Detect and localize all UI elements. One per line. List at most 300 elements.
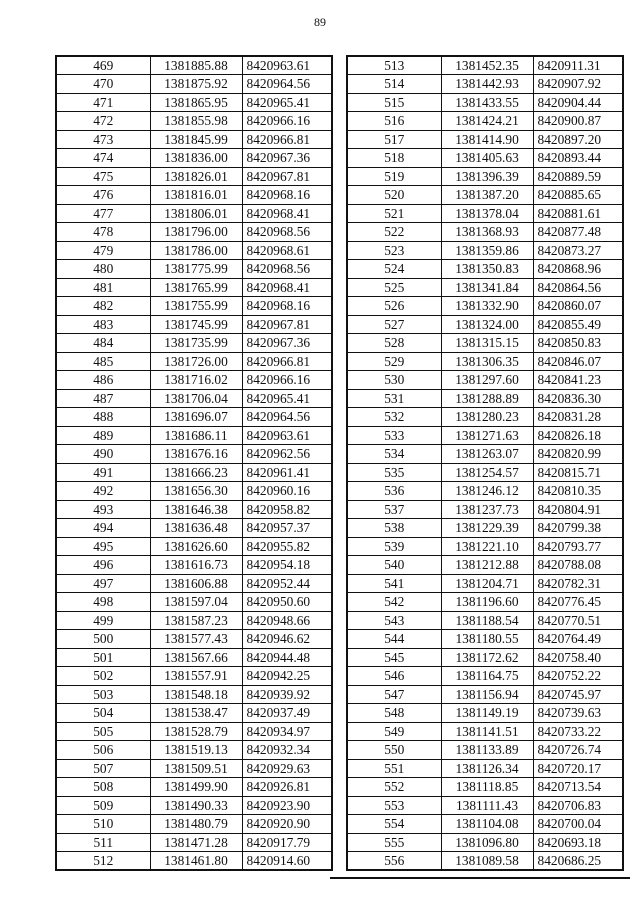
point-number-cell: 556 bbox=[347, 852, 441, 871]
point-number-cell: 470 bbox=[56, 75, 150, 94]
table-row bbox=[56, 315, 332, 334]
table-row bbox=[347, 56, 623, 75]
point-number-cell: 536 bbox=[347, 482, 441, 501]
point-number-cell: 497 bbox=[56, 574, 150, 593]
x-coordinate-cell: 1381188.54 bbox=[441, 611, 533, 630]
x-coordinate-cell: 1381387.20 bbox=[441, 186, 533, 205]
y-coordinate-cell: 8420932.34 bbox=[242, 741, 332, 760]
x-coordinate-cell: 1381606.88 bbox=[150, 574, 242, 593]
y-coordinate-cell: 8420885.65 bbox=[533, 186, 623, 205]
y-coordinate-cell: 8420914.60 bbox=[242, 852, 332, 871]
y-coordinate-cell: 8420967.81 bbox=[242, 167, 332, 186]
table-row bbox=[347, 519, 623, 538]
table-row bbox=[56, 445, 332, 464]
table-row bbox=[347, 833, 623, 852]
point-number-cell: 526 bbox=[347, 297, 441, 316]
y-coordinate-cell: 8420855.49 bbox=[533, 315, 623, 334]
point-number-cell: 555 bbox=[347, 833, 441, 852]
table-row bbox=[56, 463, 332, 482]
y-coordinate-cell: 8420877.48 bbox=[533, 223, 623, 242]
y-coordinate-cell: 8420831.28 bbox=[533, 408, 623, 427]
point-number-cell: 533 bbox=[347, 426, 441, 445]
y-coordinate-cell: 8420770.51 bbox=[533, 611, 623, 630]
table-row bbox=[56, 167, 332, 186]
point-number-cell: 513 bbox=[347, 56, 441, 75]
table-row bbox=[347, 537, 623, 556]
x-coordinate-cell: 1381726.00 bbox=[150, 352, 242, 371]
y-coordinate-cell: 8420889.59 bbox=[533, 167, 623, 186]
point-number-cell: 475 bbox=[56, 167, 150, 186]
point-number-cell: 535 bbox=[347, 463, 441, 482]
y-coordinate-cell: 8420804.91 bbox=[533, 500, 623, 519]
table-row bbox=[347, 722, 623, 741]
x-coordinate-cell: 1381350.83 bbox=[441, 260, 533, 279]
x-coordinate-cell: 1381755.99 bbox=[150, 297, 242, 316]
table-row bbox=[347, 648, 623, 667]
x-coordinate-cell: 1381626.60 bbox=[150, 537, 242, 556]
x-coordinate-cell: 1381104.08 bbox=[441, 815, 533, 834]
y-coordinate-cell: 8420957.37 bbox=[242, 519, 332, 538]
x-coordinate-cell: 1381126.34 bbox=[441, 759, 533, 778]
table-row bbox=[56, 630, 332, 649]
x-coordinate-cell: 1381405.63 bbox=[441, 149, 533, 168]
table-row bbox=[56, 56, 332, 75]
x-coordinate-cell: 1381706.04 bbox=[150, 389, 242, 408]
point-number-cell: 489 bbox=[56, 426, 150, 445]
table-row bbox=[56, 778, 332, 797]
x-coordinate-cell: 1381452.35 bbox=[441, 56, 533, 75]
y-coordinate-cell: 8420966.81 bbox=[242, 352, 332, 371]
table-row bbox=[347, 574, 623, 593]
point-number-cell: 485 bbox=[56, 352, 150, 371]
y-coordinate-cell: 8420897.20 bbox=[533, 130, 623, 149]
point-number-cell: 516 bbox=[347, 112, 441, 131]
x-coordinate-cell: 1381735.99 bbox=[150, 334, 242, 353]
y-coordinate-cell: 8420720.17 bbox=[533, 759, 623, 778]
y-coordinate-cell: 8420758.40 bbox=[533, 648, 623, 667]
point-number-cell: 486 bbox=[56, 371, 150, 390]
y-coordinate-cell: 8420966.16 bbox=[242, 371, 332, 390]
point-number-cell: 523 bbox=[347, 241, 441, 260]
x-coordinate-cell: 1381156.94 bbox=[441, 685, 533, 704]
point-number-cell: 529 bbox=[347, 352, 441, 371]
x-coordinate-cell: 1381616.73 bbox=[150, 556, 242, 575]
table-row bbox=[347, 186, 623, 205]
y-coordinate-cell: 8420733.22 bbox=[533, 722, 623, 741]
table-row bbox=[347, 130, 623, 149]
point-number-cell: 471 bbox=[56, 93, 150, 112]
y-coordinate-cell: 8420752.22 bbox=[533, 667, 623, 686]
y-coordinate-cell: 8420962.56 bbox=[242, 445, 332, 464]
point-number-cell: 479 bbox=[56, 241, 150, 260]
point-number-cell: 487 bbox=[56, 389, 150, 408]
y-coordinate-cell: 8420968.56 bbox=[242, 260, 332, 279]
y-coordinate-cell: 8420893.44 bbox=[533, 149, 623, 168]
point-number-cell: 530 bbox=[347, 371, 441, 390]
point-number-cell: 493 bbox=[56, 500, 150, 519]
point-number-cell: 484 bbox=[56, 334, 150, 353]
x-coordinate-cell: 1381297.60 bbox=[441, 371, 533, 390]
point-number-cell: 547 bbox=[347, 685, 441, 704]
x-coordinate-cell: 1381237.73 bbox=[441, 500, 533, 519]
table-row bbox=[56, 796, 332, 815]
y-coordinate-cell: 8420776.45 bbox=[533, 593, 623, 612]
point-number-cell: 510 bbox=[56, 815, 150, 834]
footer-rule bbox=[330, 877, 630, 879]
x-coordinate-cell: 1381836.00 bbox=[150, 149, 242, 168]
y-coordinate-cell: 8420963.61 bbox=[242, 426, 332, 445]
point-number-cell: 534 bbox=[347, 445, 441, 464]
table-row bbox=[56, 574, 332, 593]
point-number-cell: 480 bbox=[56, 260, 150, 279]
y-coordinate-cell: 8420966.16 bbox=[242, 112, 332, 131]
point-number-cell: 500 bbox=[56, 630, 150, 649]
x-coordinate-cell: 1381480.79 bbox=[150, 815, 242, 834]
y-coordinate-cell: 8420937.49 bbox=[242, 704, 332, 723]
y-coordinate-cell: 8420961.41 bbox=[242, 463, 332, 482]
x-coordinate-cell: 1381775.99 bbox=[150, 260, 242, 279]
table-row bbox=[56, 833, 332, 852]
table-row bbox=[347, 759, 623, 778]
y-coordinate-cell: 8420946.62 bbox=[242, 630, 332, 649]
table-row bbox=[347, 593, 623, 612]
y-coordinate-cell: 8420963.61 bbox=[242, 56, 332, 75]
point-number-cell: 508 bbox=[56, 778, 150, 797]
y-coordinate-cell: 8420967.36 bbox=[242, 149, 332, 168]
table-row bbox=[56, 334, 332, 353]
table-row bbox=[56, 297, 332, 316]
point-number-cell: 538 bbox=[347, 519, 441, 538]
point-number-cell: 509 bbox=[56, 796, 150, 815]
table-row bbox=[56, 482, 332, 501]
coordinates-table-left bbox=[55, 55, 333, 871]
table-row bbox=[347, 167, 623, 186]
x-coordinate-cell: 1381509.51 bbox=[150, 759, 242, 778]
x-coordinate-cell: 1381378.04 bbox=[441, 204, 533, 223]
x-coordinate-cell: 1381716.02 bbox=[150, 371, 242, 390]
x-coordinate-cell: 1381519.13 bbox=[150, 741, 242, 760]
point-number-cell: 552 bbox=[347, 778, 441, 797]
y-coordinate-cell: 8420836.30 bbox=[533, 389, 623, 408]
x-coordinate-cell: 1381288.89 bbox=[441, 389, 533, 408]
point-number-cell: 492 bbox=[56, 482, 150, 501]
point-number-cell: 520 bbox=[347, 186, 441, 205]
x-coordinate-cell: 1381212.88 bbox=[441, 556, 533, 575]
x-coordinate-cell: 1381180.55 bbox=[441, 630, 533, 649]
x-coordinate-cell: 1381885.88 bbox=[150, 56, 242, 75]
x-coordinate-cell: 1381433.55 bbox=[441, 93, 533, 112]
table-row bbox=[347, 352, 623, 371]
point-number-cell: 504 bbox=[56, 704, 150, 723]
point-number-cell: 545 bbox=[347, 648, 441, 667]
point-number-cell: 481 bbox=[56, 278, 150, 297]
x-coordinate-cell: 1381548.18 bbox=[150, 685, 242, 704]
y-coordinate-cell: 8420968.16 bbox=[242, 186, 332, 205]
table-row bbox=[56, 371, 332, 390]
table-row bbox=[56, 648, 332, 667]
table-row bbox=[56, 223, 332, 242]
y-coordinate-cell: 8420944.48 bbox=[242, 648, 332, 667]
x-coordinate-cell: 1381254.57 bbox=[441, 463, 533, 482]
table-row bbox=[56, 389, 332, 408]
table-row bbox=[347, 297, 623, 316]
x-coordinate-cell: 1381845.99 bbox=[150, 130, 242, 149]
x-coordinate-cell: 1381696.07 bbox=[150, 408, 242, 427]
point-number-cell: 491 bbox=[56, 463, 150, 482]
x-coordinate-cell: 1381396.39 bbox=[441, 167, 533, 186]
table-row bbox=[56, 204, 332, 223]
point-number-cell: 507 bbox=[56, 759, 150, 778]
x-coordinate-cell: 1381587.23 bbox=[150, 611, 242, 630]
point-number-cell: 505 bbox=[56, 722, 150, 741]
point-number-cell: 511 bbox=[56, 833, 150, 852]
y-coordinate-cell: 8420911.31 bbox=[533, 56, 623, 75]
point-number-cell: 550 bbox=[347, 741, 441, 760]
x-coordinate-cell: 1381577.43 bbox=[150, 630, 242, 649]
point-number-cell: 502 bbox=[56, 667, 150, 686]
x-coordinate-cell: 1381666.23 bbox=[150, 463, 242, 482]
y-coordinate-cell: 8420929.63 bbox=[242, 759, 332, 778]
point-number-cell: 498 bbox=[56, 593, 150, 612]
y-coordinate-cell: 8420904.44 bbox=[533, 93, 623, 112]
x-coordinate-cell: 1381280.23 bbox=[441, 408, 533, 427]
y-coordinate-cell: 8420967.36 bbox=[242, 334, 332, 353]
table-row bbox=[56, 93, 332, 112]
page-number: 89 bbox=[314, 15, 326, 29]
table-row bbox=[347, 426, 623, 445]
table-row bbox=[347, 611, 623, 630]
point-number-cell: 514 bbox=[347, 75, 441, 94]
table-row bbox=[347, 389, 623, 408]
y-coordinate-cell: 8420745.97 bbox=[533, 685, 623, 704]
y-coordinate-cell: 8420968.61 bbox=[242, 241, 332, 260]
y-coordinate-cell: 8420968.16 bbox=[242, 297, 332, 316]
x-coordinate-cell: 1381875.92 bbox=[150, 75, 242, 94]
y-coordinate-cell: 8420900.87 bbox=[533, 112, 623, 131]
y-coordinate-cell: 8420958.82 bbox=[242, 500, 332, 519]
y-coordinate-cell: 8420868.96 bbox=[533, 260, 623, 279]
point-number-cell: 517 bbox=[347, 130, 441, 149]
table-row bbox=[56, 685, 332, 704]
point-number-cell: 472 bbox=[56, 112, 150, 131]
x-coordinate-cell: 1381368.93 bbox=[441, 223, 533, 242]
table-row bbox=[56, 241, 332, 260]
y-coordinate-cell: 8420793.77 bbox=[533, 537, 623, 556]
x-coordinate-cell: 1381089.58 bbox=[441, 852, 533, 871]
table-row bbox=[347, 463, 623, 482]
y-coordinate-cell: 8420950.60 bbox=[242, 593, 332, 612]
x-coordinate-cell: 1381499.90 bbox=[150, 778, 242, 797]
table-row bbox=[347, 815, 623, 834]
y-coordinate-cell: 8420968.41 bbox=[242, 204, 332, 223]
x-coordinate-cell: 1381271.63 bbox=[441, 426, 533, 445]
x-coordinate-cell: 1381636.48 bbox=[150, 519, 242, 538]
y-coordinate-cell: 8420881.61 bbox=[533, 204, 623, 223]
point-number-cell: 527 bbox=[347, 315, 441, 334]
table-row bbox=[56, 704, 332, 723]
point-number-cell: 549 bbox=[347, 722, 441, 741]
y-coordinate-cell: 8420706.83 bbox=[533, 796, 623, 815]
y-coordinate-cell: 8420960.16 bbox=[242, 482, 332, 501]
y-coordinate-cell: 8420815.71 bbox=[533, 463, 623, 482]
y-coordinate-cell: 8420739.63 bbox=[533, 704, 623, 723]
table-row bbox=[56, 556, 332, 575]
x-coordinate-cell: 1381786.00 bbox=[150, 241, 242, 260]
point-number-cell: 525 bbox=[347, 278, 441, 297]
point-number-cell: 541 bbox=[347, 574, 441, 593]
point-number-cell: 521 bbox=[347, 204, 441, 223]
point-number-cell: 495 bbox=[56, 537, 150, 556]
table-row bbox=[347, 334, 623, 353]
x-coordinate-cell: 1381765.99 bbox=[150, 278, 242, 297]
table-row bbox=[56, 408, 332, 427]
x-coordinate-cell: 1381816.01 bbox=[150, 186, 242, 205]
point-number-cell: 483 bbox=[56, 315, 150, 334]
y-coordinate-cell: 8420810.35 bbox=[533, 482, 623, 501]
x-coordinate-cell: 1381332.90 bbox=[441, 297, 533, 316]
x-coordinate-cell: 1381557.91 bbox=[150, 667, 242, 686]
y-coordinate-cell: 8420964.56 bbox=[242, 408, 332, 427]
point-number-cell: 488 bbox=[56, 408, 150, 427]
point-number-cell: 542 bbox=[347, 593, 441, 612]
table-row bbox=[347, 630, 623, 649]
table-row bbox=[347, 260, 623, 279]
point-number-cell: 548 bbox=[347, 704, 441, 723]
x-coordinate-cell: 1381196.60 bbox=[441, 593, 533, 612]
point-number-cell: 503 bbox=[56, 685, 150, 704]
x-coordinate-cell: 1381246.12 bbox=[441, 482, 533, 501]
x-coordinate-cell: 1381745.99 bbox=[150, 315, 242, 334]
table-row bbox=[347, 204, 623, 223]
x-coordinate-cell: 1381865.95 bbox=[150, 93, 242, 112]
point-number-cell: 515 bbox=[347, 93, 441, 112]
x-coordinate-cell: 1381221.10 bbox=[441, 537, 533, 556]
point-number-cell: 519 bbox=[347, 167, 441, 186]
point-number-cell: 512 bbox=[56, 852, 150, 871]
table-row bbox=[56, 593, 332, 612]
y-coordinate-cell: 8420965.41 bbox=[242, 93, 332, 112]
table-row bbox=[347, 500, 623, 519]
y-coordinate-cell: 8420860.07 bbox=[533, 297, 623, 316]
x-coordinate-cell: 1381315.15 bbox=[441, 334, 533, 353]
table-row bbox=[56, 741, 332, 760]
table-row bbox=[56, 759, 332, 778]
point-number-cell: 543 bbox=[347, 611, 441, 630]
table-row bbox=[347, 93, 623, 112]
point-number-cell: 490 bbox=[56, 445, 150, 464]
point-number-cell: 537 bbox=[347, 500, 441, 519]
point-number-cell: 496 bbox=[56, 556, 150, 575]
x-coordinate-cell: 1381826.01 bbox=[150, 167, 242, 186]
x-coordinate-cell: 1381263.07 bbox=[441, 445, 533, 464]
x-coordinate-cell: 1381471.28 bbox=[150, 833, 242, 852]
point-number-cell: 494 bbox=[56, 519, 150, 538]
point-number-cell: 551 bbox=[347, 759, 441, 778]
x-coordinate-cell: 1381806.01 bbox=[150, 204, 242, 223]
y-coordinate-cell: 8420764.49 bbox=[533, 630, 623, 649]
y-coordinate-cell: 8420917.79 bbox=[242, 833, 332, 852]
point-number-cell: 532 bbox=[347, 408, 441, 427]
table-row bbox=[347, 778, 623, 797]
table-row bbox=[56, 352, 332, 371]
x-coordinate-cell: 1381359.86 bbox=[441, 241, 533, 260]
y-coordinate-cell: 8420686.25 bbox=[533, 852, 623, 871]
point-number-cell: 524 bbox=[347, 260, 441, 279]
x-coordinate-cell: 1381414.90 bbox=[441, 130, 533, 149]
coordinates-table-right bbox=[346, 55, 624, 871]
table-row bbox=[347, 278, 623, 297]
table-row bbox=[347, 685, 623, 704]
y-coordinate-cell: 8420952.44 bbox=[242, 574, 332, 593]
y-coordinate-cell: 8420968.41 bbox=[242, 278, 332, 297]
y-coordinate-cell: 8420967.81 bbox=[242, 315, 332, 334]
table-row bbox=[347, 852, 623, 871]
point-number-cell: 506 bbox=[56, 741, 150, 760]
y-coordinate-cell: 8420788.08 bbox=[533, 556, 623, 575]
x-coordinate-cell: 1381676.16 bbox=[150, 445, 242, 464]
x-coordinate-cell: 1381306.35 bbox=[441, 352, 533, 371]
point-number-cell: 482 bbox=[56, 297, 150, 316]
y-coordinate-cell: 8420799.38 bbox=[533, 519, 623, 538]
y-coordinate-cell: 8420873.27 bbox=[533, 241, 623, 260]
table-row bbox=[56, 186, 332, 205]
point-number-cell: 473 bbox=[56, 130, 150, 149]
table-row bbox=[347, 482, 623, 501]
y-coordinate-cell: 8420934.97 bbox=[242, 722, 332, 741]
x-coordinate-cell: 1381324.00 bbox=[441, 315, 533, 334]
point-number-cell: 544 bbox=[347, 630, 441, 649]
x-coordinate-cell: 1381538.47 bbox=[150, 704, 242, 723]
table-row bbox=[56, 130, 332, 149]
table-row bbox=[56, 112, 332, 131]
x-coordinate-cell: 1381597.04 bbox=[150, 593, 242, 612]
point-number-cell: 546 bbox=[347, 667, 441, 686]
x-coordinate-cell: 1381796.00 bbox=[150, 223, 242, 242]
x-coordinate-cell: 1381528.79 bbox=[150, 722, 242, 741]
x-coordinate-cell: 1381646.38 bbox=[150, 500, 242, 519]
y-coordinate-cell: 8420920.90 bbox=[242, 815, 332, 834]
y-coordinate-cell: 8420954.18 bbox=[242, 556, 332, 575]
y-coordinate-cell: 8420926.81 bbox=[242, 778, 332, 797]
y-coordinate-cell: 8420846.07 bbox=[533, 352, 623, 371]
x-coordinate-cell: 1381442.93 bbox=[441, 75, 533, 94]
y-coordinate-cell: 8420955.82 bbox=[242, 537, 332, 556]
table-row bbox=[56, 852, 332, 871]
point-number-cell: 540 bbox=[347, 556, 441, 575]
table-row bbox=[56, 426, 332, 445]
x-coordinate-cell: 1381096.80 bbox=[441, 833, 533, 852]
x-coordinate-cell: 1381341.84 bbox=[441, 278, 533, 297]
y-coordinate-cell: 8420693.18 bbox=[533, 833, 623, 852]
y-coordinate-cell: 8420907.92 bbox=[533, 75, 623, 94]
table-row bbox=[56, 519, 332, 538]
table-row bbox=[347, 149, 623, 168]
y-coordinate-cell: 8420841.23 bbox=[533, 371, 623, 390]
table-row bbox=[347, 408, 623, 427]
x-coordinate-cell: 1381164.75 bbox=[441, 667, 533, 686]
table-row bbox=[347, 223, 623, 242]
x-coordinate-cell: 1381133.89 bbox=[441, 741, 533, 760]
table-row bbox=[56, 260, 332, 279]
point-number-cell: 477 bbox=[56, 204, 150, 223]
x-coordinate-cell: 1381118.85 bbox=[441, 778, 533, 797]
table-row bbox=[56, 75, 332, 94]
point-number-cell: 553 bbox=[347, 796, 441, 815]
table-row bbox=[347, 371, 623, 390]
point-number-cell: 469 bbox=[56, 56, 150, 75]
table-row bbox=[56, 611, 332, 630]
table-row bbox=[56, 537, 332, 556]
